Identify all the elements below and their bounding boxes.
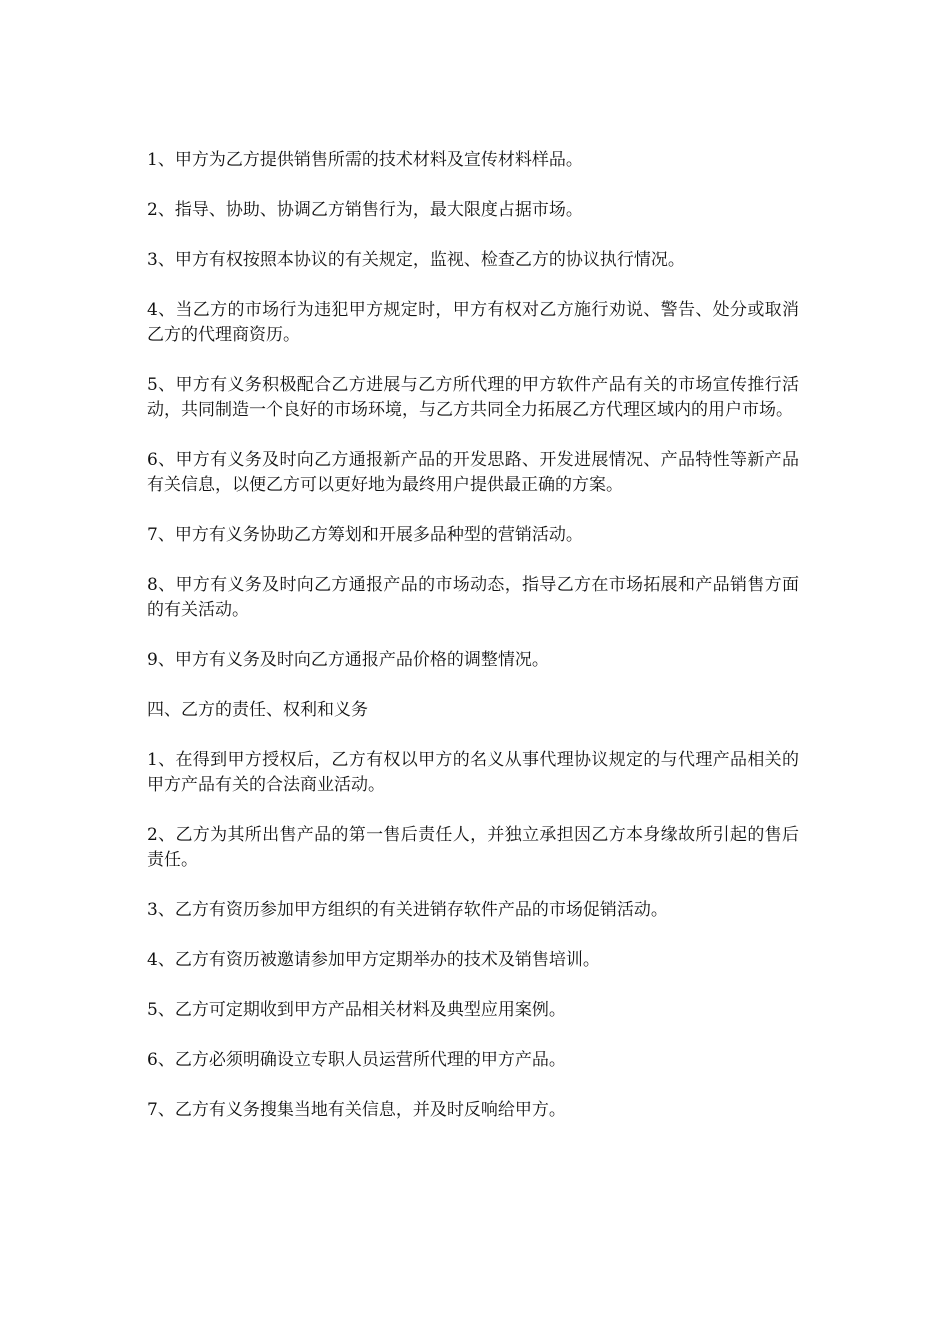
party-a-item-4: 4、当乙方的市场行为违犯甲方规定时，甲方有权对乙方施行劝说、警告、处分或取消乙方的代理商资历。 xyxy=(147,300,799,345)
party-a-item-5: 5、甲方有义务积极配合乙方进展与乙方所代理的甲方软件产品有关的市场宣传推行活动，共同制造一个良好的市场环境，与乙方共同全力拓展乙方代理区域内的用户市场。 xyxy=(147,375,799,420)
party-a-item-8: 8、甲方有义务及时向乙方通报产品的市场动态，指导乙方在市场拓展和产品销售方面的有关活动。 xyxy=(147,575,799,620)
document-body xyxy=(147,148,799,1148)
party-a-item-9: 9、甲方有义务及时向乙方通报产品价格的调整情况。 xyxy=(147,650,549,670)
party-b-item-2: 2、乙方为其所出售产品的第一售后责任人，并独立承担因乙方本身缘故所引起的售后责任。 xyxy=(147,825,799,870)
party-b-item-7: 7、乙方有义务搜集当地有关信息，并及时反响给甲方。 xyxy=(147,1100,566,1120)
party-b-item-5: 5、乙方可定期收到甲方产品相关材料及典型应用案例。 xyxy=(147,1000,566,1020)
party-b-item-3: 3、乙方有资历参加甲方组织的有关进销存软件产品的市场促销活动。 xyxy=(147,900,668,920)
party-a-item-2: 2、指导、协助、协调乙方销售行为，最大限度占据市场。 xyxy=(147,200,583,220)
party-b-item-4: 4、乙方有资历被邀请参加甲方定期举办的技术及销售培训。 xyxy=(147,950,600,970)
party-a-item-7: 7、甲方有义务协助乙方筹划和开展多品种型的营销活动。 xyxy=(147,525,583,545)
party-a-item-1: 1、甲方为乙方提供销售所需的技术材料及宣传材料样品。 xyxy=(147,150,583,170)
party-b-item-6: 6、乙方必须明确设立专职人员运营所代理的甲方产品。 xyxy=(147,1050,566,1070)
section-four-heading: 四、乙方的责任、权利和义务 xyxy=(147,700,368,720)
party-a-item-3: 3、甲方有权按照本协议的有关规定，监视、检查乙方的协议执行情况。 xyxy=(147,250,685,270)
party-a-item-6: 6、甲方有义务及时向乙方通报新产品的开发思路、开发进展情况、产品特性等新产品有关信息，以便乙方可以更好地为最终用户提供最正确的方案。 xyxy=(147,450,799,495)
party-b-item-1: 1、在得到甲方授权后，乙方有权以甲方的名义从事代理协议规定的与代理产品相关的甲方产品有关的合法商业活动。 xyxy=(147,750,799,795)
